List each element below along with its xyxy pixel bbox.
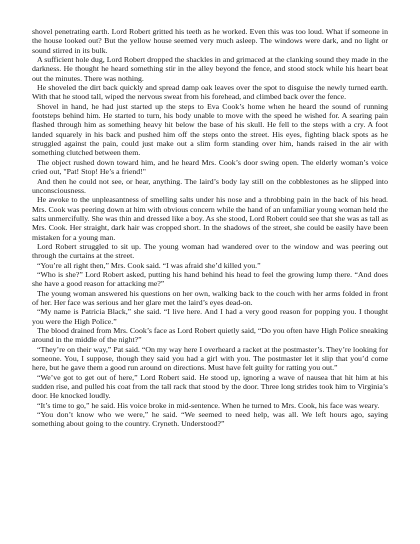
paragraph: Shovel in hand, he had just started up the steps to Eva Cook’s home when he heard the sound of running footsteps behind him. He started to turn, his body unable to move with the speed he wished for. A searing pain flashed through him as something heavy hit below the base of his skull. He fell to the steps with a cry. A foot landed squarely in his back and pushed him off the steps onto the street. His eyes, fighting black spots as he struggled against the pain, could just make out a slim form standing over him, hands raised in the air with something clutched between them. [32,101,388,158]
paragraph: Lord Robert struggled to sit up. The young woman had wandered over to the window and was peering out through the curtains at the street. [32,241,388,261]
paragraph: The young woman answered his questions on her own, walking back to the couch with her arms folded in front of her. Her face was serious and her glare met the laird’s eyes dead-on. [32,288,388,307]
paragraph: The blood drained from Mrs. Cook’s face as Lord Robert quietly said, “Do you often have High Police sneaking around in the middle of the night?” [32,326,388,345]
paragraph: “My name is Patricia Black,” she said. “I live here. And I had a very good reason for popping you. I thought you were the High Police.” [32,307,388,326]
paragraph: A sufficient hole dug, Lord Robert dropped the shackles in and grimaced at the clanking sound they made in the darkness. He thought he heard something stir in the alley beyond the fence, and stood stock while his heart beat out the minutes. There was nothing. [32,55,388,83]
paragraph: He awoke to the unpleasantness of smelling salts under his nose and a throbbing pain in the back of his head. Mrs. Cook was peering down at him with obvious concern while the hand of an unfamiliar young woman held the salts unmercifully. She was thin and dressed like a boy. As she stood, Lord Robert could see that she was as tall as Mrs. Cook. Her straight, dark hair was cropped short. In the shadows of the street, she could be easily have been mistaken for a young man. [32,195,388,242]
paragraph: “You’re all right then,” Mrs. Cook said. “I was afraid she’d killed you.” [37,260,261,270]
paragraph: “We’ve got to get out of here,” Lord Robert said. He stood up, ignoring a wave of nausea that hit him at his sudden rise, and pulled his coat from the tall rack that stood by the door. Three long strides took him to Virginia’s door. He knocked loudly. [32,372,388,401]
paragraph: shovel penetrating earth. Lord Robert gritted his teeth as he worked. Even this was too loud. What if someone in the house looked out? But the yellow house seemed very much asleep. The windows were dark, and no light or sound stirred in its bulk. [32,27,388,55]
paragraph: He shoveled the dirt back quickly and spread damp oak leaves over the spot to disguise the newly turned earth. With that he stood tall, wiped the nervous sweat from his forehead, and climbed back over the fence. [32,83,388,102]
paragraph: “You don’t know who we were,” he said. “We seemed to need help, was all. We left hours ago, saying something about going to the country. Cryneth. Understood?” [32,410,388,429]
paragraph: “It’s time to go,” he said. His voice broke in mid-sentence. When he turned to Mrs. Cook, his face was weary. [37,400,380,410]
paragraph: The object rushed down toward him, and he heard Mrs. Cook’s door swing open. The elderly woman’s voice cried out, "Pat! Stop! He’s a friend!" [32,157,388,177]
book-page [32,27,388,537]
paragraph: And then he could not see, or hear, anything. The laird’s body lay still on the cobblestones as he slipped into unconsciousness. [32,176,388,195]
paragraph: “They’re on their way,” Pat said. “On my way here I overheard a racket at the postmaster’s. They’re looking for someone. You, I suppose, though they said you had a girl with you. The postmaster let it slip that you’d come here, but he gave them a good run around on directions. Must have felt guilty for ratting you out.” [32,344,388,373]
paragraph: “Who is she?” Lord Robert asked, putting his hand behind his head to feel the growing lump there. “And does she have a good reason for attacking me?” [32,269,388,289]
